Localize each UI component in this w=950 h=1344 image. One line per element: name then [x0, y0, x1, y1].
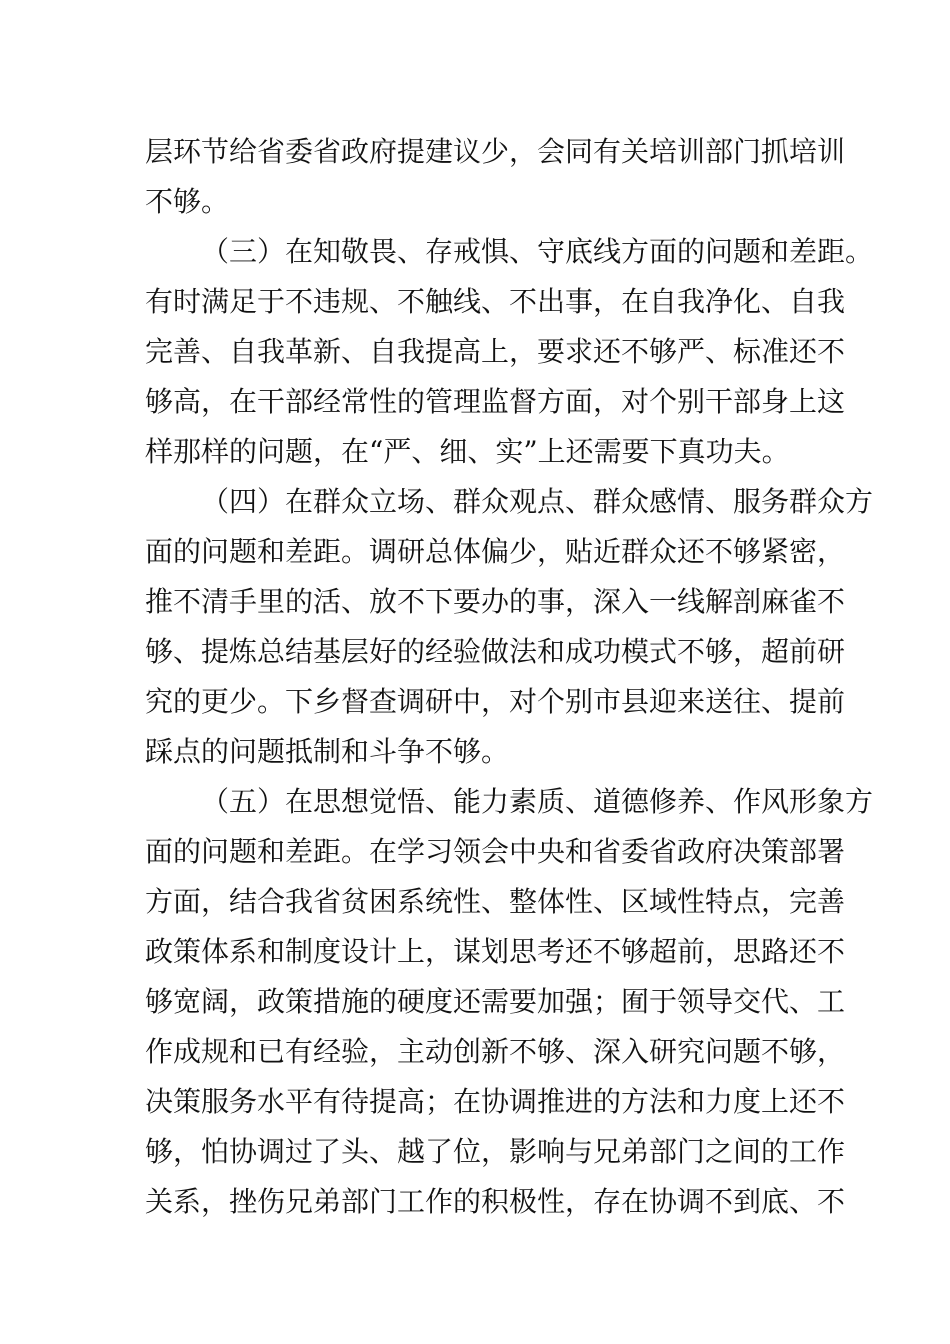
text-line: 究的更少。下乡督查调研中，对个别市县迎来送往、提前	[145, 685, 846, 718]
paragraph-heading-4: （四）在群众立场、群众观点、群众感情、服务群众方	[201, 485, 874, 518]
text-line: 有时满足于不违规、不触线、不出事，在自我净化、自我	[145, 285, 846, 318]
text-line: 关系，挫伤兄弟部门工作的积极性，存在协调不到底、不	[145, 1185, 846, 1218]
paragraph-heading-5: （五）在思想觉悟、能力素质、道德修养、作风形象方	[201, 785, 874, 818]
text-line: 够、提炼总结基层好的经验做法和成功模式不够，超前研	[145, 635, 846, 668]
text-line: 面的问题和差距。在学习领会中央和省委省政府决策部署	[145, 835, 846, 868]
paragraph-heading-3: （三）在知敬畏、存戒惧、守底线方面的问题和差距。	[201, 235, 874, 268]
text-line: 够高，在干部经常性的管理监督方面，对个别干部身上这	[145, 385, 846, 418]
text-line: 推不清手里的活、放不下要办的事，深入一线解剖麻雀不	[145, 585, 846, 618]
text-line: 层环节给省委省政府提建议少，会同有关培训部门抓培训	[145, 135, 846, 168]
text-line: 样那样的问题，在“严、细、实”上还需要下真功夫。	[145, 435, 790, 468]
text-line: 完善、自我革新、自我提高上，要求还不够严、标准还不	[145, 335, 846, 368]
text-line: 够宽阔，政策措施的硬度还需要加强；囿于领导交代、工	[145, 985, 846, 1018]
text-line: 不够。	[145, 185, 230, 218]
text-line: 够，怕协调过了头、越了位，影响与兄弟部门之间的工作	[145, 1135, 846, 1168]
text-line: 决策服务水平有待提高；在协调推进的方法和力度上还不	[145, 1085, 846, 1118]
text-line: 面的问题和差距。调研总体偏少，贴近群众还不够紧密，	[145, 535, 846, 568]
text-line: 方面，结合我省贫困系统性、整体性、区域性特点，完善	[145, 885, 846, 918]
text-line: 踩点的问题抵制和斗争不够。	[145, 735, 510, 768]
text-line: 作成规和已有经验，主动创新不够、深入研究问题不够，	[145, 1035, 846, 1068]
text-line: 政策体系和制度设计上，谋划思考还不够超前，思路还不	[145, 935, 846, 968]
